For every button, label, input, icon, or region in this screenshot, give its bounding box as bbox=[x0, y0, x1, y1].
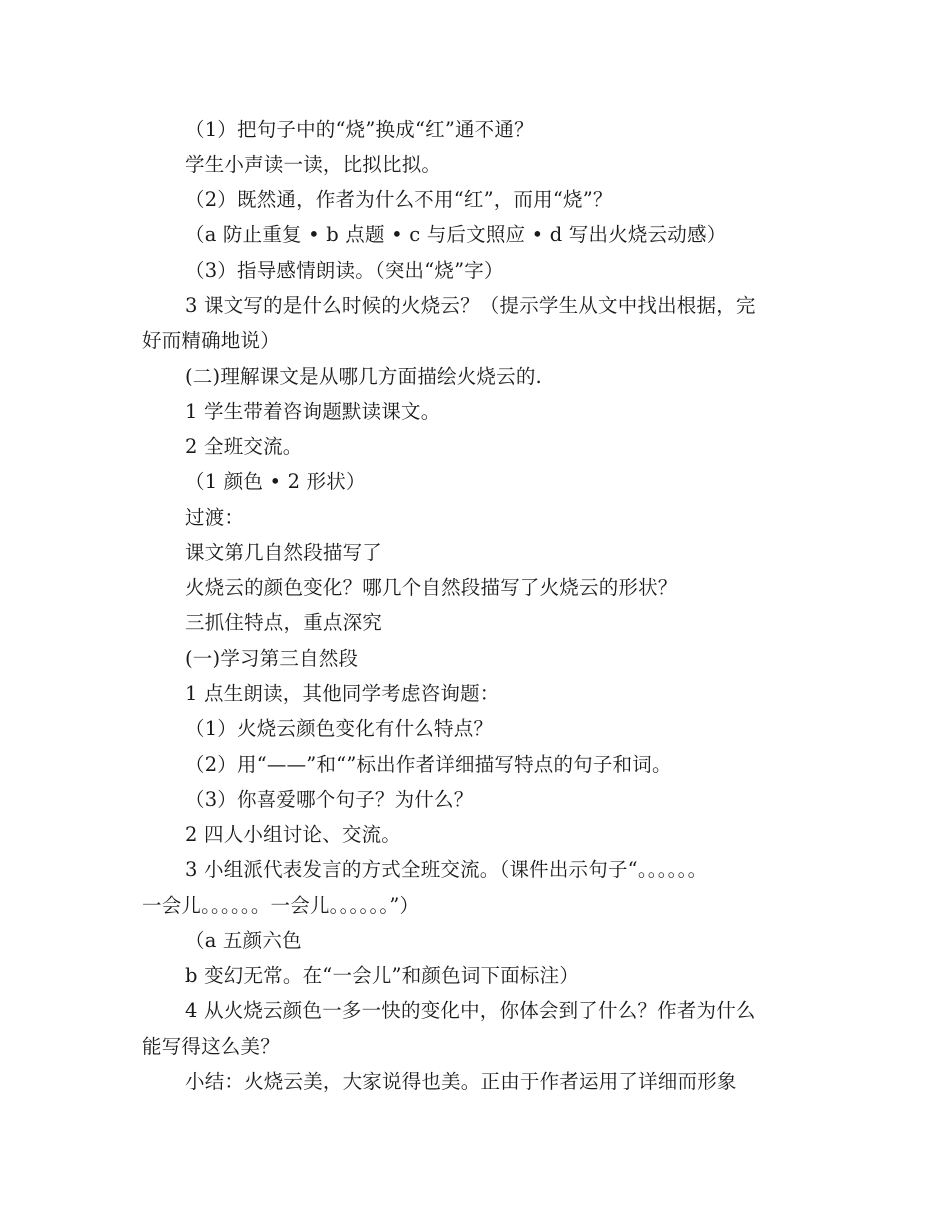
text-line: b 变幻无常。在“一会儿”和颜色词下面标注） bbox=[185, 964, 580, 987]
text-line: 1 学生带着咨询题默读课文。 bbox=[185, 400, 441, 423]
text-line: （2）既然通，作者为什么不用“红”，而用“烧”？ bbox=[185, 188, 613, 211]
text-line: 课文第几自然段描写了 bbox=[185, 541, 383, 564]
text-line: 过渡： bbox=[185, 506, 245, 529]
text-line: （1 颜色 • 2 形状） bbox=[185, 470, 366, 493]
text-line: 三抓住特点，重点深究 bbox=[185, 611, 383, 634]
text-line: （a 五颜六色 bbox=[185, 929, 302, 952]
text-line: (一)学习第三自然段 bbox=[185, 647, 359, 670]
text-line: （1）把句子中的“烧”换成“红”通不通？ bbox=[185, 118, 534, 141]
text-line: 好而精确地说） bbox=[142, 329, 280, 352]
text-line: 1 点生朗读，其他同学考虑咨询题： bbox=[185, 682, 500, 705]
text-line: （1）火烧云颜色变化有什么特点？ bbox=[185, 717, 494, 740]
text-line: 3 小组派代表发言的方式全班交流。（课件出示句子“。。。。。。 bbox=[185, 858, 708, 881]
text-line: 2 四人小组讨论、交流。 bbox=[185, 823, 402, 846]
text-line: （3）指导感情朗读。（突出“烧”字） bbox=[185, 259, 504, 282]
text-line: 能写得这么美？ bbox=[142, 1035, 280, 1058]
text-line: （2）用“——”和“”标出作者详细描写特点的句子和词。 bbox=[185, 753, 672, 776]
text-line: 3 课文写的是什么时候的火烧云？（提示学生从文中找出根据，完 bbox=[185, 294, 756, 317]
text-line: 火烧云的颜色变化？哪几个自然段描写了火烧云的形状？ bbox=[185, 576, 678, 599]
text-line: （3）你喜爱哪个句子？为什么？ bbox=[185, 788, 474, 811]
text-line: 2 全班交流。 bbox=[185, 435, 303, 458]
text-line: (二)理解课文是从哪几方面描绘火烧云的. bbox=[185, 365, 542, 388]
text-line: 学生小声读一读，比拟比拟。 bbox=[185, 153, 442, 176]
text-line: 小结：火烧云美，大家说得也美。正由于作者运用了详细而形象 bbox=[185, 1070, 737, 1093]
text-line: 4 从火烧云颜色一多一快的变化中，你体会到了什么？作者为什么 bbox=[185, 999, 756, 1022]
text-line: （a 防止重复 • b 点题 • c 与后文照应 • d 写出火烧云动感） bbox=[185, 223, 727, 246]
text-line: 一会儿。。。。。。一会儿。。。。。。”） bbox=[142, 894, 420, 917]
